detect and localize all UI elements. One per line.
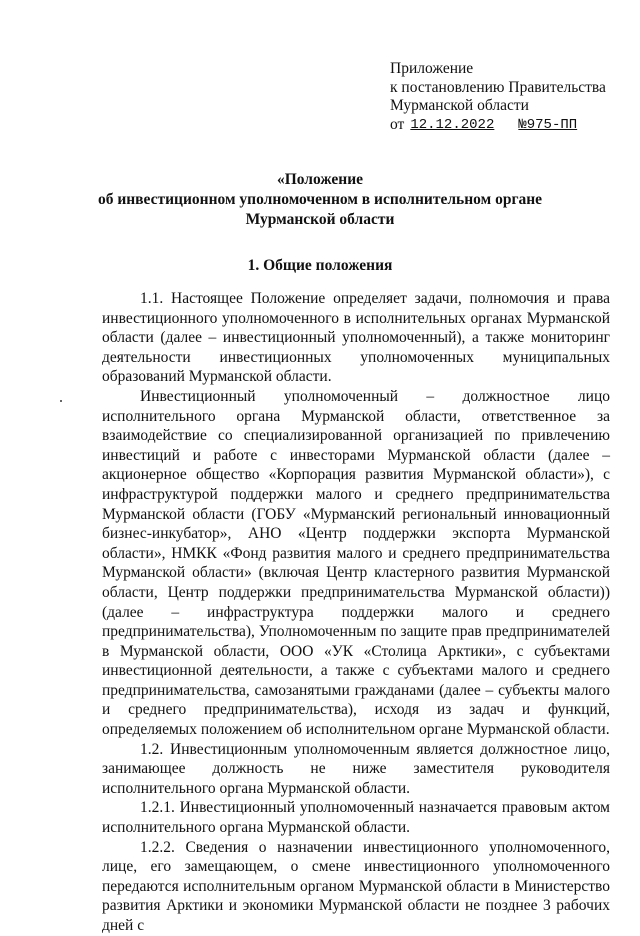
paragraph-1-2-1: 1.2.1. Инвестиционный уполномоченный назначается правовым актом исполнительного органа Мурманской области. [102,799,610,837]
date-prefix: от [390,115,405,133]
paragraph-definition: Инвестиционный уполномоченный – должностное лицо исполнительного органа Мурманской области, ответственное за взаимодействие со специализированной организацией по привлечению инвестиций и работе с инвесторами Мурманской области (далее – акционерное общество «Корпорация развития Мурманской области»), с инфраструктурой поддержки малого и среднего предпринимательства Мурманской области (ГОБУ «Мурманский региональный инновационный бизнес-инкубатор», АНО «Центр поддержки экспорта Мурманской области», НМКК «Фонд развития малого и среднего предпринимательства Мурманской области» (включая Центр кластерного развития Мурманской области, Центр поддержки предпринимательства Мурманской области)) (далее – инфраструктура поддержки малого и среднего предпринимательства), Уполномоченным по защите прав предпринимателей в Мурманской области, ООО «УК «Столица Арктики», с субъектами инвестиционной деятельности, а также с субъектами малого и среднего предпринимательства, самозанятыми гражданами (далее – субъекты малого и среднего предпринимательства), исходя из задач и функций, определяемых положением об исполнительном органе Мурманской области. [102,387,610,739]
title-line-3: Мурманской области [245,211,395,228]
title-line-1: «Положение [276,171,364,188]
appendix-line-2: к постановлению Правительства [390,78,606,96]
paragraph-1-1: 1.1. Настоящее Положение определяет задачи, полномочия и права инвестиционного уполномоченного в исполнительных органах Мурманской области (далее – инвестиционный уполномоченный), а также мониторинг деятельности инвестиционных уполномоченных муниципальных образований Мурманской области. [102,290,610,386]
decree-date: 12.12.2022 [410,116,495,133]
decree-number: №975-ПП [518,116,578,133]
document-title [0,170,640,230]
appendix-block [390,60,606,134]
title-line-2: об инвестиционном уполномоченном в исполнительном органе [97,191,543,208]
appendix-date-line [390,116,606,135]
appendix-line-1: Приложение [390,60,474,77]
scan-speck [60,400,62,402]
document-body [102,289,610,936]
appendix-line-3: Мурманской области [390,97,529,114]
paragraph-1-2-2: 1.2.2. Сведения о назначении инвестиционного уполномоченного, лице, его замещающем, о смене инвестиционного уполномоченного передаются исполнительным органом Мурманской области в Министерство развития Арктики и экономики Мурманской области не позднее 3 рабочих дней с [102,838,610,934]
paragraph-1-2: 1.2. Инвестиционным уполномоченным является должностное лицо, занимающее должность не ниже заместителя руководителя исполнительного органа Мурманской области. [102,740,610,797]
section-heading: 1. Общие положения [247,257,393,274]
